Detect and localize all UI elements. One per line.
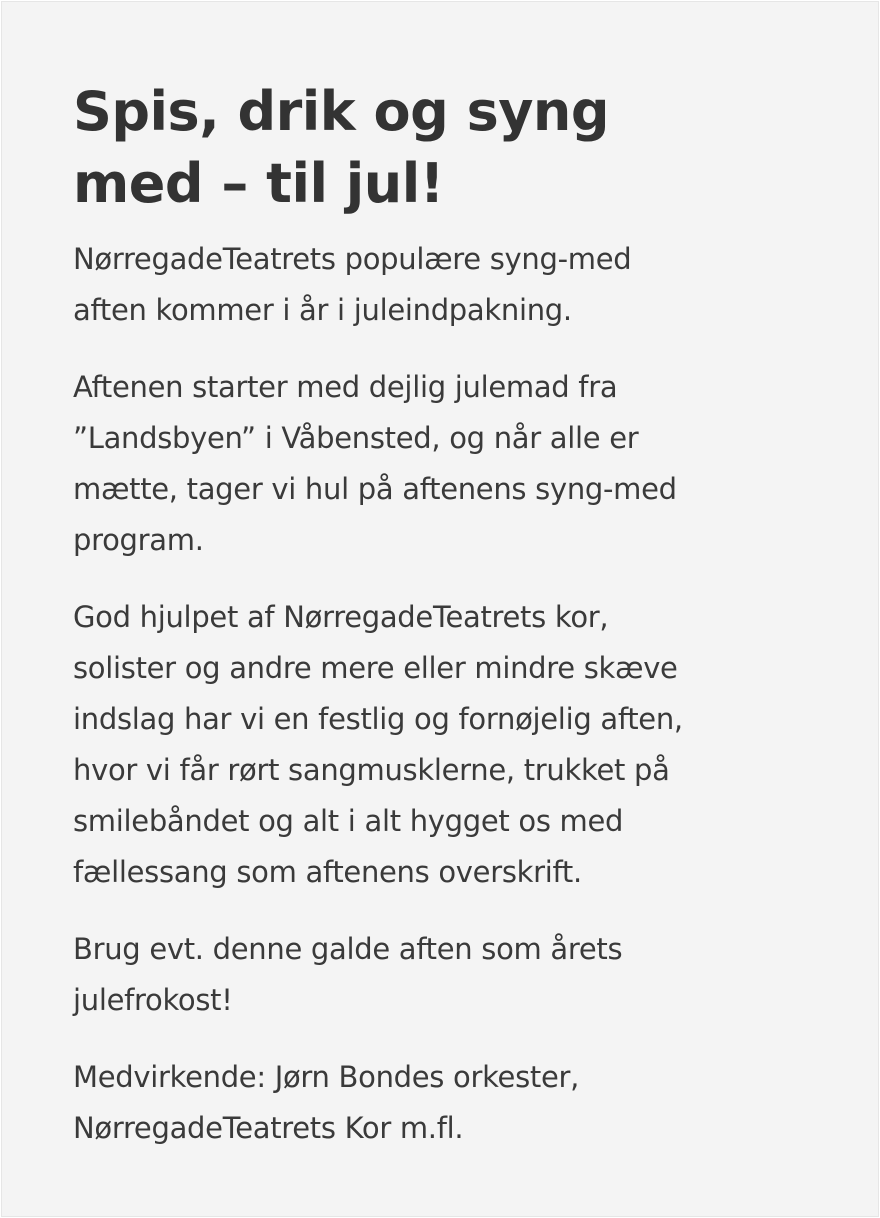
text-line: Brug evt. denne galde aften som årets bbox=[73, 932, 623, 966]
title-line: med – til jul! bbox=[73, 152, 444, 215]
text-line: Aftenen starter med dejlig julemad fra bbox=[73, 370, 618, 404]
text-line: NørregadeTeatrets Kor m.fl. bbox=[73, 1111, 464, 1145]
article-title bbox=[73, 76, 853, 220]
performers-paragraph bbox=[73, 1052, 853, 1154]
food-paragraph bbox=[73, 362, 853, 566]
text-line: smilebåndet og alt i alt hygget os med bbox=[73, 804, 624, 838]
julefrokost-paragraph bbox=[73, 924, 853, 1026]
title-line: Spis, drik og syng bbox=[73, 80, 610, 143]
article-content bbox=[73, 76, 853, 1154]
text-line: NørregadeTeatrets populære syng-med bbox=[73, 242, 632, 276]
text-line: Medvirkende: Jørn Bondes orkester, bbox=[73, 1060, 580, 1094]
text-line: indslag har vi en festlig og fornøjelig aften, bbox=[73, 702, 683, 736]
text-line: julefrokost! bbox=[73, 983, 233, 1017]
program-paragraph bbox=[73, 592, 853, 898]
text-line: fællessang som aftenens overskrift. bbox=[73, 855, 582, 889]
intro-paragraph bbox=[73, 234, 853, 336]
text-line: God hjulpet af NørregadeTeatrets kor, bbox=[73, 600, 609, 634]
text-line: aften kommer i år i juleindpakning. bbox=[73, 293, 572, 327]
text-line: ”Landsbyen” i Våbensted, og når alle er bbox=[73, 421, 639, 455]
text-line: solister og andre mere eller mindre skæve bbox=[73, 651, 678, 685]
text-line: program. bbox=[73, 523, 204, 557]
text-line: hvor vi får rørt sangmusklerne, trukket på bbox=[73, 753, 670, 787]
text-line: mætte, tager vi hul på aftenens syng-med bbox=[73, 472, 677, 506]
event-description-card bbox=[1, 1, 879, 1217]
